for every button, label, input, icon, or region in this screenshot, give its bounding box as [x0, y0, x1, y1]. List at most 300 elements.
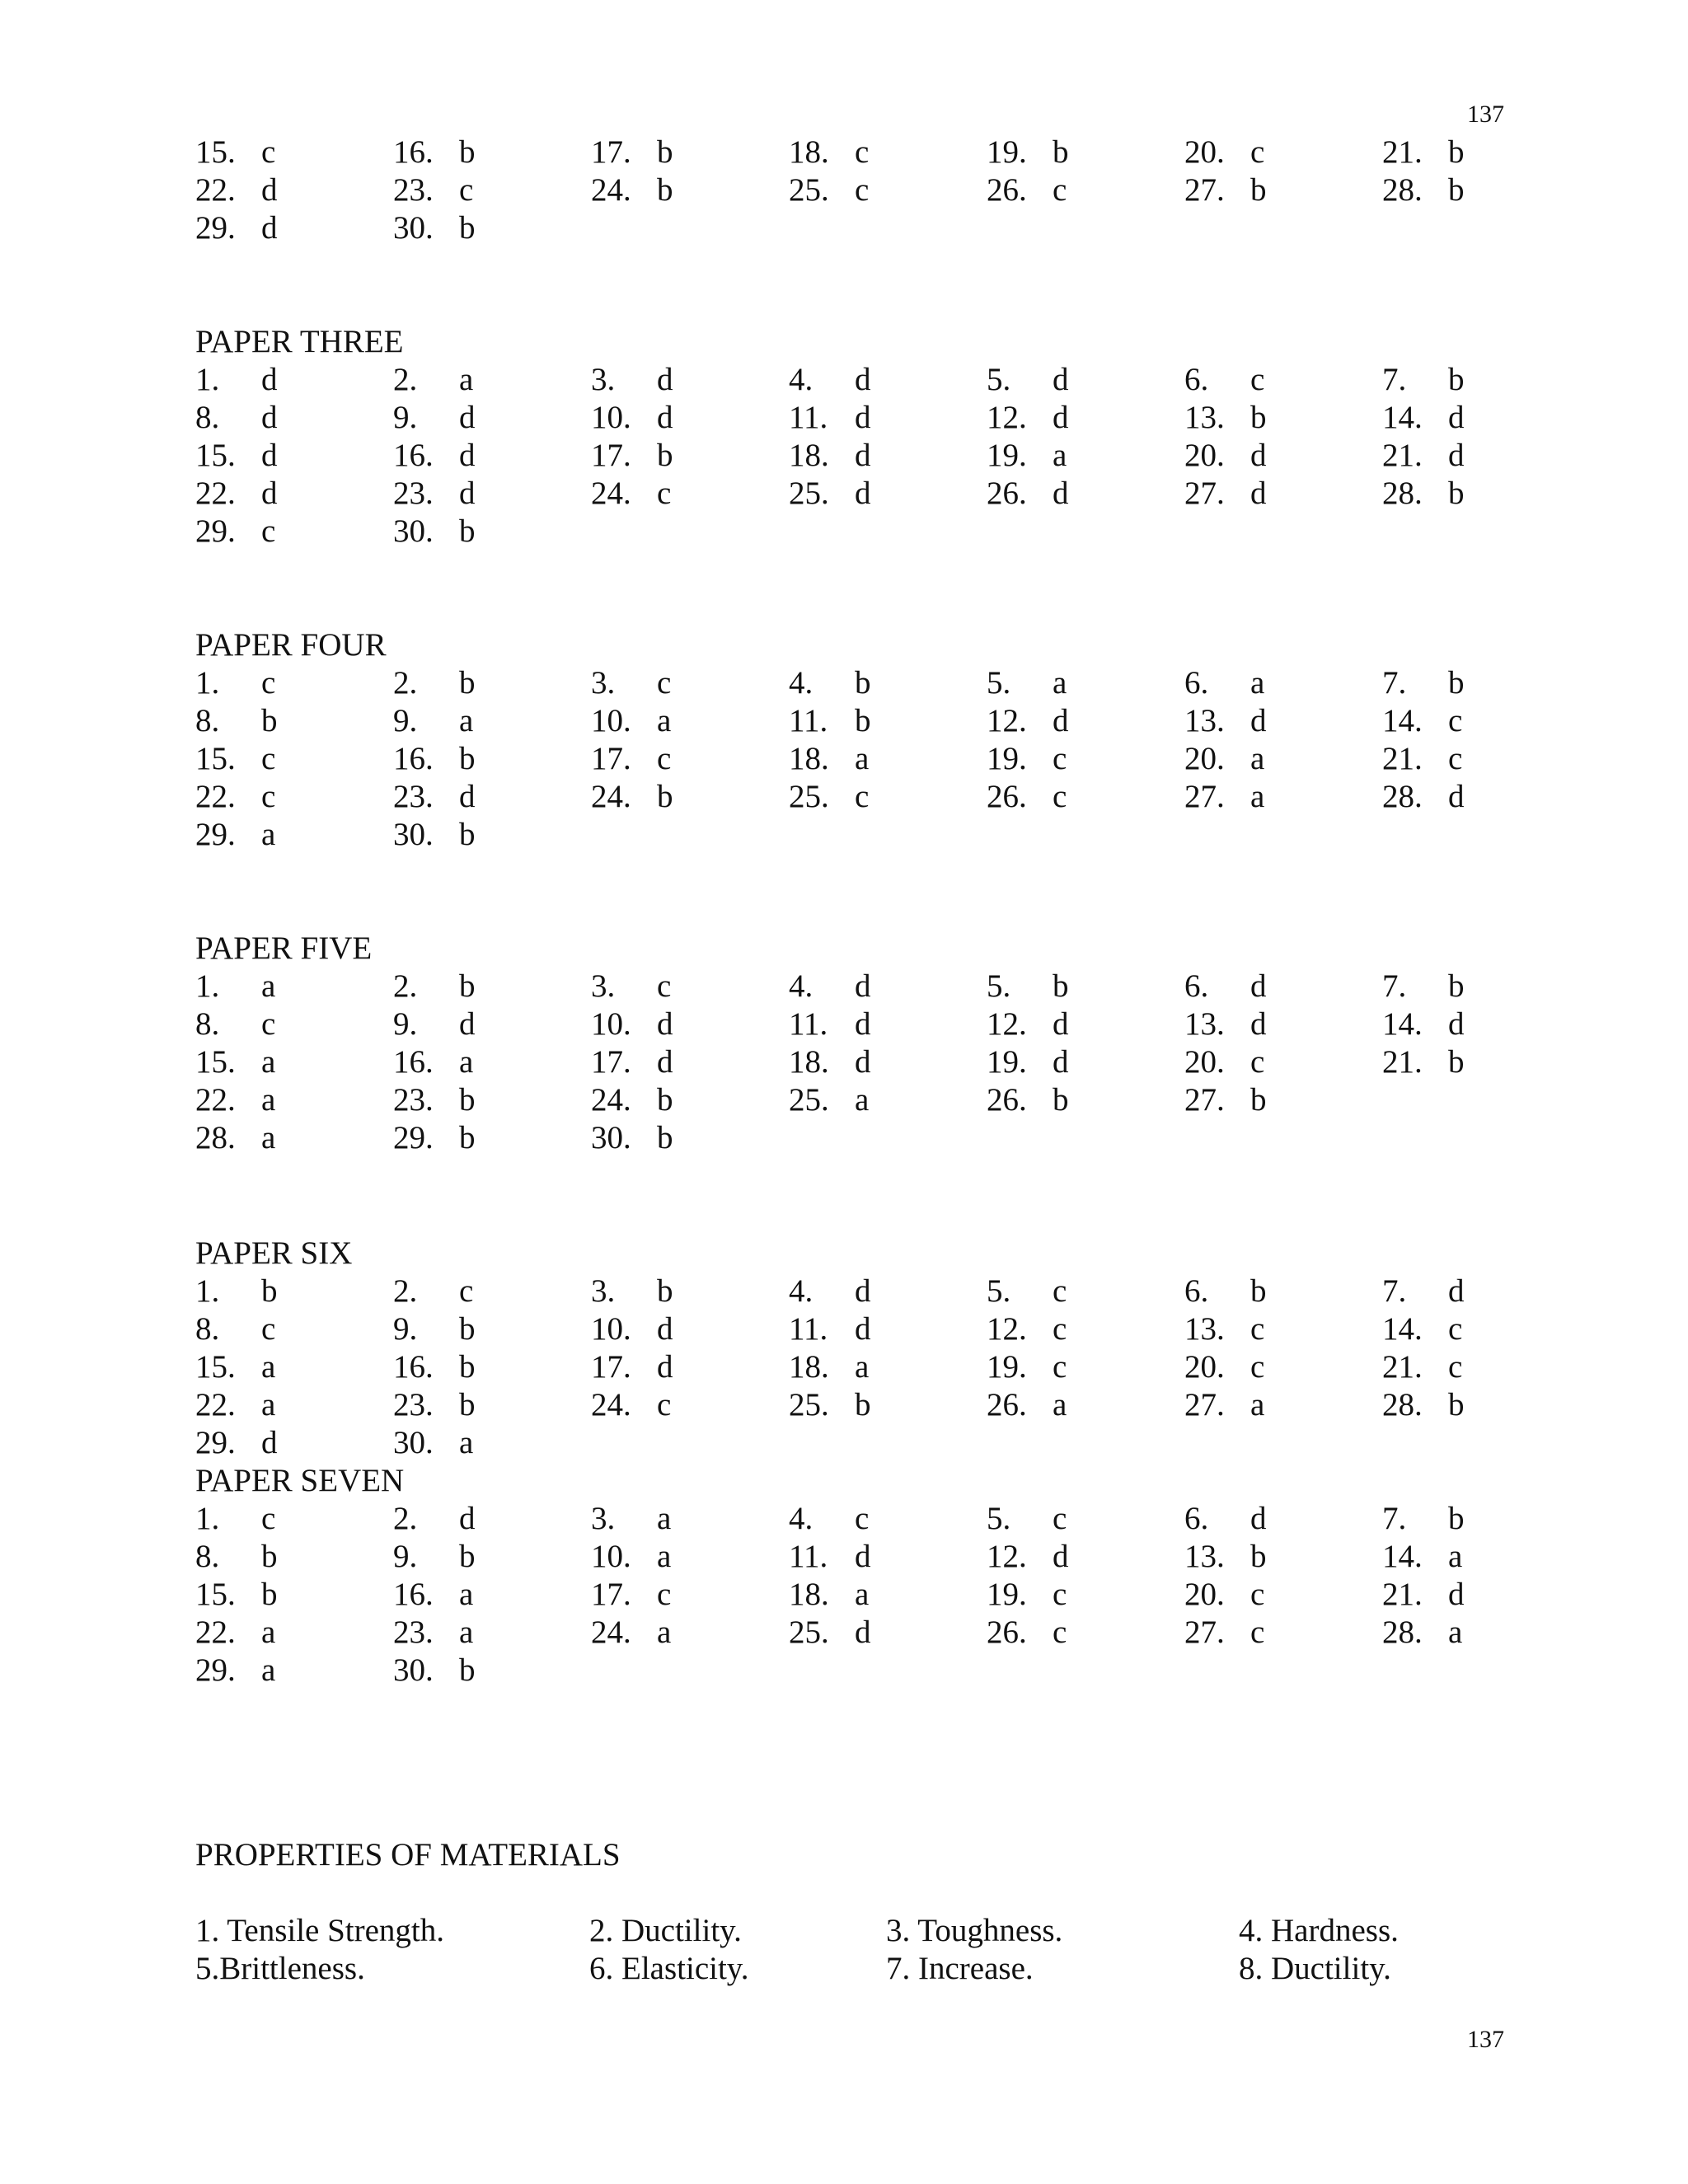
question-number: 7. [1382, 362, 1407, 397]
question-number: 19. [987, 1044, 1027, 1080]
answer-row [195, 1043, 1547, 1081]
properties-row [195, 1950, 1547, 1988]
answer-letter: d [855, 476, 871, 511]
question-number: 10. [591, 1311, 631, 1347]
question-number: 14. [1382, 703, 1423, 738]
answer-letter: a [657, 703, 672, 738]
question-number: 23. [393, 1082, 434, 1118]
question-number: 13. [1184, 1311, 1225, 1347]
answer-letter: b [1448, 1387, 1465, 1422]
question-number: 16. [393, 1044, 434, 1080]
answer-letter: c [855, 1501, 870, 1536]
question-number: 4. [789, 665, 814, 701]
question-number: 11. [789, 400, 828, 435]
answer-letter: c [657, 476, 672, 511]
answer-letter: d [657, 1044, 673, 1080]
answer-letter: c [261, 134, 276, 170]
question-number: 21. [1382, 1577, 1423, 1612]
question-number: 11. [789, 1006, 828, 1042]
question-number: 30. [393, 1425, 434, 1460]
question-number: 21. [1382, 1044, 1423, 1080]
answer-letter: d [261, 210, 278, 246]
question-number: 8. [195, 400, 220, 435]
question-number: 14. [1382, 1006, 1423, 1042]
question-number: 26. [987, 476, 1027, 511]
answer-letter: d [855, 1006, 871, 1042]
answer-letter: c [1250, 1311, 1265, 1347]
question-number: 25. [789, 1387, 829, 1422]
question-number: 27. [1184, 172, 1225, 208]
question-number: 13. [1184, 703, 1225, 738]
answer-letter: b [261, 1273, 278, 1309]
answer-letter: d [459, 1501, 476, 1536]
answer-letter: c [1053, 779, 1067, 814]
answer-letter: d [855, 1615, 871, 1650]
answer-letter: d [261, 1425, 278, 1460]
answer-row [195, 1005, 1547, 1043]
answer-letter: a [261, 1387, 276, 1422]
answer-letter: c [1250, 134, 1265, 170]
question-number: 28. [195, 1120, 236, 1155]
answer-letter: d [855, 400, 871, 435]
answer-letter: d [1250, 1501, 1267, 1536]
question-number: 16. [393, 1577, 434, 1612]
answer-row [195, 740, 1547, 778]
answer-letter: a [657, 1615, 672, 1650]
question-number: 18. [789, 1577, 829, 1612]
answer-letter: b [1250, 1082, 1267, 1118]
question-number: 21. [1382, 134, 1423, 170]
question-number: 4. [789, 362, 814, 397]
answer-letter: b [1448, 134, 1465, 170]
answer-letter: d [261, 400, 278, 435]
question-number: 27. [1184, 1615, 1225, 1650]
question-number: 8. [195, 1539, 220, 1574]
question-number: 7. [1382, 1501, 1407, 1536]
question-number: 26. [987, 1387, 1027, 1422]
answer-letter: a [1053, 438, 1067, 473]
answer-grid [195, 664, 1547, 854]
answer-letter: b [459, 1539, 476, 1574]
answer-letter: c [261, 513, 276, 549]
answer-letter: b [459, 1082, 476, 1118]
answer-letter: c [1250, 362, 1265, 397]
question-number: 18. [789, 438, 829, 473]
answer-letter: d [459, 400, 476, 435]
answer-letter: c [855, 134, 870, 170]
answer-letter: d [1448, 1577, 1465, 1612]
answer-letter: d [855, 1311, 871, 1347]
answer-grid [195, 361, 1547, 551]
answer-letter: b [459, 513, 476, 549]
answer-letter: d [261, 476, 278, 511]
answer-letter: a [261, 1349, 276, 1385]
answer-letter: c [855, 779, 870, 814]
question-number: 19. [987, 741, 1027, 776]
answer-letter: d [855, 1044, 871, 1080]
question-number: 16. [393, 741, 434, 776]
answer-letter: b [855, 1387, 871, 1422]
section-title: PAPER FOUR [195, 627, 387, 663]
question-number: 8. [195, 1006, 220, 1042]
question-number: 2. [393, 1273, 418, 1309]
question-number: 17. [591, 1349, 631, 1385]
answer-row [195, 513, 1547, 551]
answer-letter: a [261, 1615, 276, 1650]
answer-letter: d [459, 1006, 476, 1042]
answer-row [195, 778, 1547, 816]
answer-letter: b [1448, 476, 1465, 511]
answer-letter: b [1448, 362, 1465, 397]
question-number: 20. [1184, 741, 1225, 776]
answer-letter: b [657, 1120, 673, 1155]
answer-letter: b [1448, 1044, 1465, 1080]
property-item: 3. Toughness. [886, 1913, 1063, 1948]
property-item: 4. Hardness. [1239, 1913, 1399, 1948]
answer-letter: d [1448, 779, 1465, 814]
answer-letter: b [459, 134, 476, 170]
answer-letter: b [1053, 134, 1069, 170]
question-number: 9. [393, 703, 418, 738]
answer-letter: b [459, 817, 476, 852]
answer-letter: b [261, 1577, 278, 1612]
answer-letter: d [855, 968, 871, 1004]
answer-letter: b [1053, 968, 1069, 1004]
answer-row [195, 702, 1547, 740]
answer-letter: d [1250, 438, 1267, 473]
answer-letter: c [1448, 703, 1463, 738]
question-number: 25. [789, 476, 829, 511]
answer-row [195, 1310, 1547, 1348]
answer-letter: c [657, 1577, 672, 1612]
answer-letter: d [459, 779, 476, 814]
answer-letter: a [459, 1615, 474, 1650]
question-number: 27. [1184, 1387, 1225, 1422]
answer-letter: a [1053, 665, 1067, 701]
question-number: 15. [195, 438, 236, 473]
property-item: 8. Ductility. [1239, 1951, 1391, 1986]
answer-letter: b [1448, 665, 1465, 701]
question-number: 9. [393, 1311, 418, 1347]
question-number: 24. [591, 1082, 631, 1118]
answer-letter: a [459, 703, 474, 738]
question-number: 17. [591, 741, 631, 776]
question-number: 26. [987, 779, 1027, 814]
question-number: 6. [1184, 1273, 1209, 1309]
question-number: 12. [987, 1539, 1027, 1574]
answer-letter: a [1250, 1387, 1265, 1422]
answer-letter: a [261, 1044, 276, 1080]
answer-letter: c [1053, 741, 1067, 776]
answer-section [195, 930, 1547, 1157]
property-item: 1. Tensile Strength. [195, 1913, 445, 1948]
answer-letter: d [1053, 476, 1069, 511]
question-number: 12. [987, 1006, 1027, 1042]
question-number: 10. [591, 400, 631, 435]
property-item: 5.Brittleness. [195, 1951, 365, 1986]
answer-letter: d [1053, 703, 1069, 738]
question-number: 20. [1184, 1044, 1225, 1080]
question-number: 6. [1184, 362, 1209, 397]
answer-letter: b [1250, 400, 1267, 435]
section-title: PAPER SEVEN [195, 1463, 405, 1498]
question-number: 19. [987, 1577, 1027, 1612]
answer-letter: d [459, 438, 476, 473]
answer-grid [195, 1500, 1547, 1690]
answer-letter: d [1250, 476, 1267, 511]
answer-row [195, 399, 1547, 437]
question-number: 19. [987, 1349, 1027, 1385]
answer-letter: d [261, 172, 278, 208]
question-number: 29. [195, 513, 236, 549]
answer-row [195, 437, 1547, 475]
question-number: 3. [591, 362, 616, 397]
question-number: 8. [195, 703, 220, 738]
answer-letter: d [657, 1006, 673, 1042]
question-number: 26. [987, 1082, 1027, 1118]
answer-letter: b [459, 665, 476, 701]
question-number: 20. [1184, 1349, 1225, 1385]
question-number: 16. [393, 438, 434, 473]
question-number: 1. [195, 1273, 220, 1309]
question-number: 30. [393, 817, 434, 852]
answer-letter: a [1448, 1615, 1463, 1650]
question-number: 3. [591, 1501, 616, 1536]
answer-letter: b [657, 1273, 673, 1309]
question-number: 30. [393, 210, 434, 246]
answer-letter: a [855, 741, 870, 776]
answer-letter: c [459, 1273, 474, 1309]
question-number: 29. [195, 817, 236, 852]
answer-letter: b [459, 1311, 476, 1347]
answer-letter: d [1448, 1006, 1465, 1042]
answer-letter: b [1053, 1082, 1069, 1118]
answer-letter: d [657, 400, 673, 435]
question-number: 18. [789, 741, 829, 776]
question-number: 1. [195, 362, 220, 397]
answer-letter: b [459, 1652, 476, 1688]
question-number: 15. [195, 1044, 236, 1080]
answer-letter: b [1250, 172, 1267, 208]
answer-letter: a [459, 1577, 474, 1612]
answer-row [195, 1119, 1547, 1157]
question-number: 21. [1382, 741, 1423, 776]
answer-letter: b [459, 968, 476, 1004]
answer-letter: b [1448, 1501, 1465, 1536]
answer-row [195, 475, 1547, 513]
question-number: 28. [1382, 476, 1423, 511]
answer-letter: b [459, 210, 476, 246]
answer-row [195, 968, 1547, 1005]
question-number: 28. [1382, 1615, 1423, 1650]
answer-row [195, 1614, 1547, 1652]
question-number: 1. [195, 1501, 220, 1536]
property-item: 2. Ductility. [589, 1913, 742, 1948]
question-number: 23. [393, 476, 434, 511]
answer-letter: a [1448, 1539, 1463, 1574]
answer-letter: a [657, 1539, 672, 1574]
answer-letter: c [459, 172, 474, 208]
answer-letter: d [855, 1273, 871, 1309]
question-number: 6. [1184, 1501, 1209, 1536]
question-number: 26. [987, 172, 1027, 208]
answer-letter: c [261, 1006, 276, 1042]
question-number: 10. [591, 1539, 631, 1574]
question-number: 30. [591, 1120, 631, 1155]
question-number: 15. [195, 134, 236, 170]
question-number: 19. [987, 134, 1027, 170]
answer-letter: a [261, 968, 276, 1004]
question-number: 13. [1184, 400, 1225, 435]
answer-section [195, 134, 1547, 247]
answer-letter: a [855, 1577, 870, 1612]
question-number: 17. [591, 1577, 631, 1612]
answer-letter: d [1053, 1539, 1069, 1574]
answer-row [195, 1424, 1547, 1462]
question-number: 10. [591, 1006, 631, 1042]
answer-letter: c [1053, 1615, 1067, 1650]
question-number: 3. [591, 665, 616, 701]
answer-letter: b [657, 438, 673, 473]
answer-letter: c [1053, 1311, 1067, 1347]
question-number: 15. [195, 1577, 236, 1612]
question-number: 20. [1184, 1577, 1225, 1612]
answer-letter: d [1448, 400, 1465, 435]
answer-letter: a [1250, 741, 1265, 776]
question-number: 14. [1382, 1311, 1423, 1347]
question-number: 20. [1184, 438, 1225, 473]
question-number: 6. [1184, 665, 1209, 701]
answer-letter: b [1250, 1273, 1267, 1309]
question-number: 5. [987, 362, 1011, 397]
answer-row [195, 1272, 1547, 1310]
answer-letter: a [1053, 1387, 1067, 1422]
question-number: 9. [393, 1539, 418, 1574]
question-number: 18. [789, 1044, 829, 1080]
question-number: 7. [1382, 665, 1407, 701]
question-number: 29. [195, 210, 236, 246]
question-number: 8. [195, 1311, 220, 1347]
question-number: 28. [1382, 779, 1423, 814]
section-title: PAPER THREE [195, 324, 404, 359]
question-number: 14. [1382, 1539, 1423, 1574]
answer-row [195, 1538, 1547, 1576]
question-number: 24. [591, 1615, 631, 1650]
answer-letter: c [657, 665, 672, 701]
question-number: 27. [1184, 779, 1225, 814]
answer-letter: d [1250, 968, 1267, 1004]
question-number: 2. [393, 665, 418, 701]
answer-letter: b [657, 134, 673, 170]
answer-letter: d [1250, 703, 1267, 738]
answer-letter: a [1250, 665, 1265, 701]
question-number: 7. [1382, 1273, 1407, 1309]
answer-grid [195, 968, 1547, 1157]
property-item: 6. Elasticity. [589, 1951, 749, 1986]
question-number: 4. [789, 1273, 814, 1309]
question-number: 9. [393, 1006, 418, 1042]
answer-letter: d [1053, 1044, 1069, 1080]
question-number: 23. [393, 779, 434, 814]
question-number: 27. [1184, 476, 1225, 511]
question-number: 18. [789, 134, 829, 170]
answer-letter: d [657, 362, 673, 397]
answer-letter: c [1448, 741, 1463, 776]
question-number: 1. [195, 968, 220, 1004]
answer-row [195, 134, 1547, 171]
question-number: 12. [987, 1311, 1027, 1347]
answer-letter: d [657, 1311, 673, 1347]
answer-section [195, 1462, 1547, 1690]
question-number: 5. [987, 968, 1011, 1004]
question-number: 17. [591, 134, 631, 170]
answer-letter: b [1250, 1539, 1267, 1574]
question-number: 24. [591, 476, 631, 511]
answer-letter: c [1448, 1311, 1463, 1347]
question-number: 17. [591, 1044, 631, 1080]
question-number: 20. [1184, 134, 1225, 170]
answer-letter: a [855, 1349, 870, 1385]
answer-letter: b [855, 665, 871, 701]
answer-letter: d [657, 1349, 673, 1385]
answer-letter: b [459, 741, 476, 776]
answer-letter: b [459, 1349, 476, 1385]
question-number: 4. [789, 968, 814, 1004]
question-number: 5. [987, 665, 1011, 701]
answer-letter: d [261, 362, 278, 397]
question-number: 6. [1184, 968, 1209, 1004]
answer-letter: a [261, 1082, 276, 1118]
answer-letter: b [657, 1082, 673, 1118]
answer-letter: d [855, 362, 871, 397]
answer-letter: c [261, 1501, 276, 1536]
answer-grid [195, 134, 1547, 247]
answer-letter: a [261, 817, 276, 852]
answer-letter: c [657, 1387, 672, 1422]
answer-letter: a [459, 362, 474, 397]
question-number: 5. [987, 1273, 1011, 1309]
answer-letter: a [1250, 779, 1265, 814]
answer-row [195, 1500, 1547, 1538]
answer-letter: d [459, 476, 476, 511]
answer-row [195, 1652, 1547, 1690]
answer-letter: a [855, 1082, 870, 1118]
question-number: 23. [393, 172, 434, 208]
question-number: 12. [987, 703, 1027, 738]
question-number: 13. [1184, 1539, 1225, 1574]
page-number-bottom: 137 [1467, 2026, 1504, 2053]
question-number: 11. [789, 1311, 828, 1347]
answer-row [195, 171, 1547, 209]
answer-letter: b [261, 703, 278, 738]
answer-letter: c [1250, 1044, 1265, 1080]
answer-letter: c [1053, 1577, 1067, 1612]
answer-row [195, 816, 1547, 854]
answer-letter: c [1053, 172, 1067, 208]
question-number: 17. [591, 438, 631, 473]
answer-section [195, 626, 1547, 854]
question-number: 12. [987, 400, 1027, 435]
question-number: 30. [393, 513, 434, 549]
answer-letter: d [1053, 362, 1069, 397]
properties-row [195, 1912, 1547, 1950]
answer-letter: b [261, 1539, 278, 1574]
question-number: 23. [393, 1615, 434, 1650]
property-item: 7. Increase. [886, 1951, 1034, 1986]
question-number: 21. [1382, 438, 1423, 473]
question-number: 2. [393, 1501, 418, 1536]
answer-section [195, 323, 1547, 551]
